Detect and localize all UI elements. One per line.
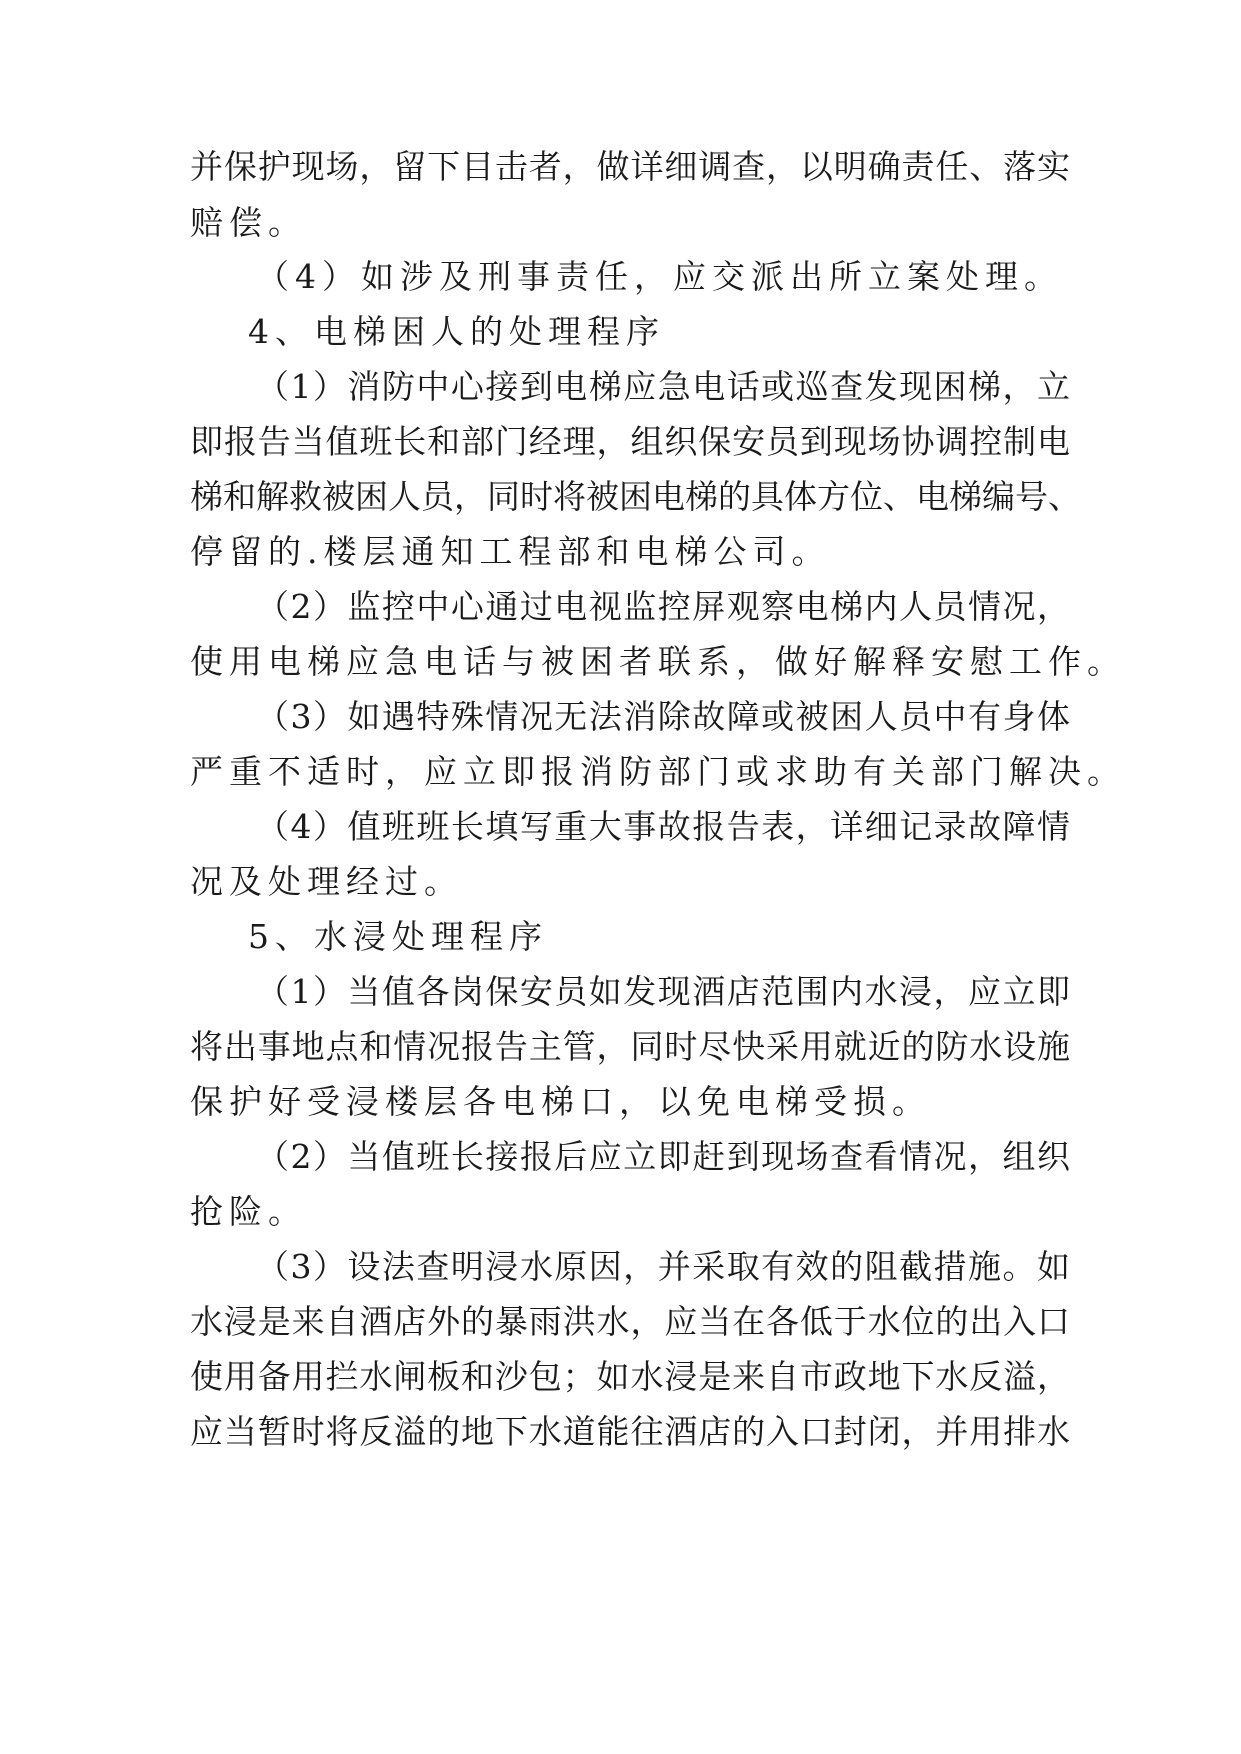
text-line: 使用备用拦水闸板和沙包；如水浸是来自市政地下水反溢， bbox=[190, 1357, 1070, 1396]
text-line: 即报告当值班长和部门经理，组织保安员到现场协调控制电 bbox=[190, 422, 1070, 461]
text-line: 将出事地点和情况报告主管，同时尽快采用就近的防水设施 bbox=[190, 1027, 1070, 1066]
text-line: 使用电梯应急电话与被困者联系，做好解释安慰工作。 bbox=[190, 642, 1126, 681]
text-line: 并保护现场，留下目击者，做详细调查，以明确责任、落实 bbox=[190, 147, 1070, 186]
text-line: 应当暂时将反溢的地下水道能往酒店的入口封闭，并用排水 bbox=[190, 1412, 1070, 1451]
text-line: 赔偿。 bbox=[190, 203, 307, 242]
text-line: （4）值班班长填写重大事故报告表，详细记录故障情 bbox=[256, 807, 1070, 846]
text-line: （1）消防中心接到电梯应急电话或巡查发现困梯，立 bbox=[256, 367, 1070, 406]
text-line: （2）监控中心通过电视监控屏观察电梯内人员情况， bbox=[256, 587, 1070, 626]
text-line: 梯和解救被困人员，同时将被困电梯的具体方位、电梯编号、 bbox=[190, 477, 1081, 516]
text-line: 抢险。 bbox=[190, 1192, 307, 1231]
text-line: （4）如涉及刑事责任，应交派出所立案处理。 bbox=[256, 257, 1063, 296]
text-line: （1）当值各岗保安员如发现酒店范围内水浸，应立即 bbox=[256, 972, 1070, 1011]
text-line: 保护好受浸楼层各电梯口，以免电梯受损。 bbox=[190, 1082, 931, 1121]
section-heading: 5、水浸处理程序 bbox=[248, 917, 548, 956]
text-line: 水浸是来自酒店外的暴雨洪水，应当在各低于水位的出入口 bbox=[190, 1302, 1070, 1341]
text-line: （3）如遇特殊情况无法消除故障或被困人员中有身体 bbox=[256, 697, 1070, 736]
text-line: 严重不适时，应立即报消防部门或求助有关部门解决。 bbox=[190, 752, 1126, 791]
text-line: （2）当值班长接报后应立即赶到现场查看情况，组织 bbox=[256, 1137, 1070, 1176]
section-heading: 4、电梯困人的处理程序 bbox=[248, 312, 665, 351]
text-line: （3）设法查明浸水原因，并采取有效的阻截措施。如 bbox=[256, 1247, 1070, 1286]
text-line: 况及处理经过。 bbox=[190, 862, 463, 901]
text-line: 停留的.楼层通知工程部和电梯公司。 bbox=[190, 532, 831, 571]
